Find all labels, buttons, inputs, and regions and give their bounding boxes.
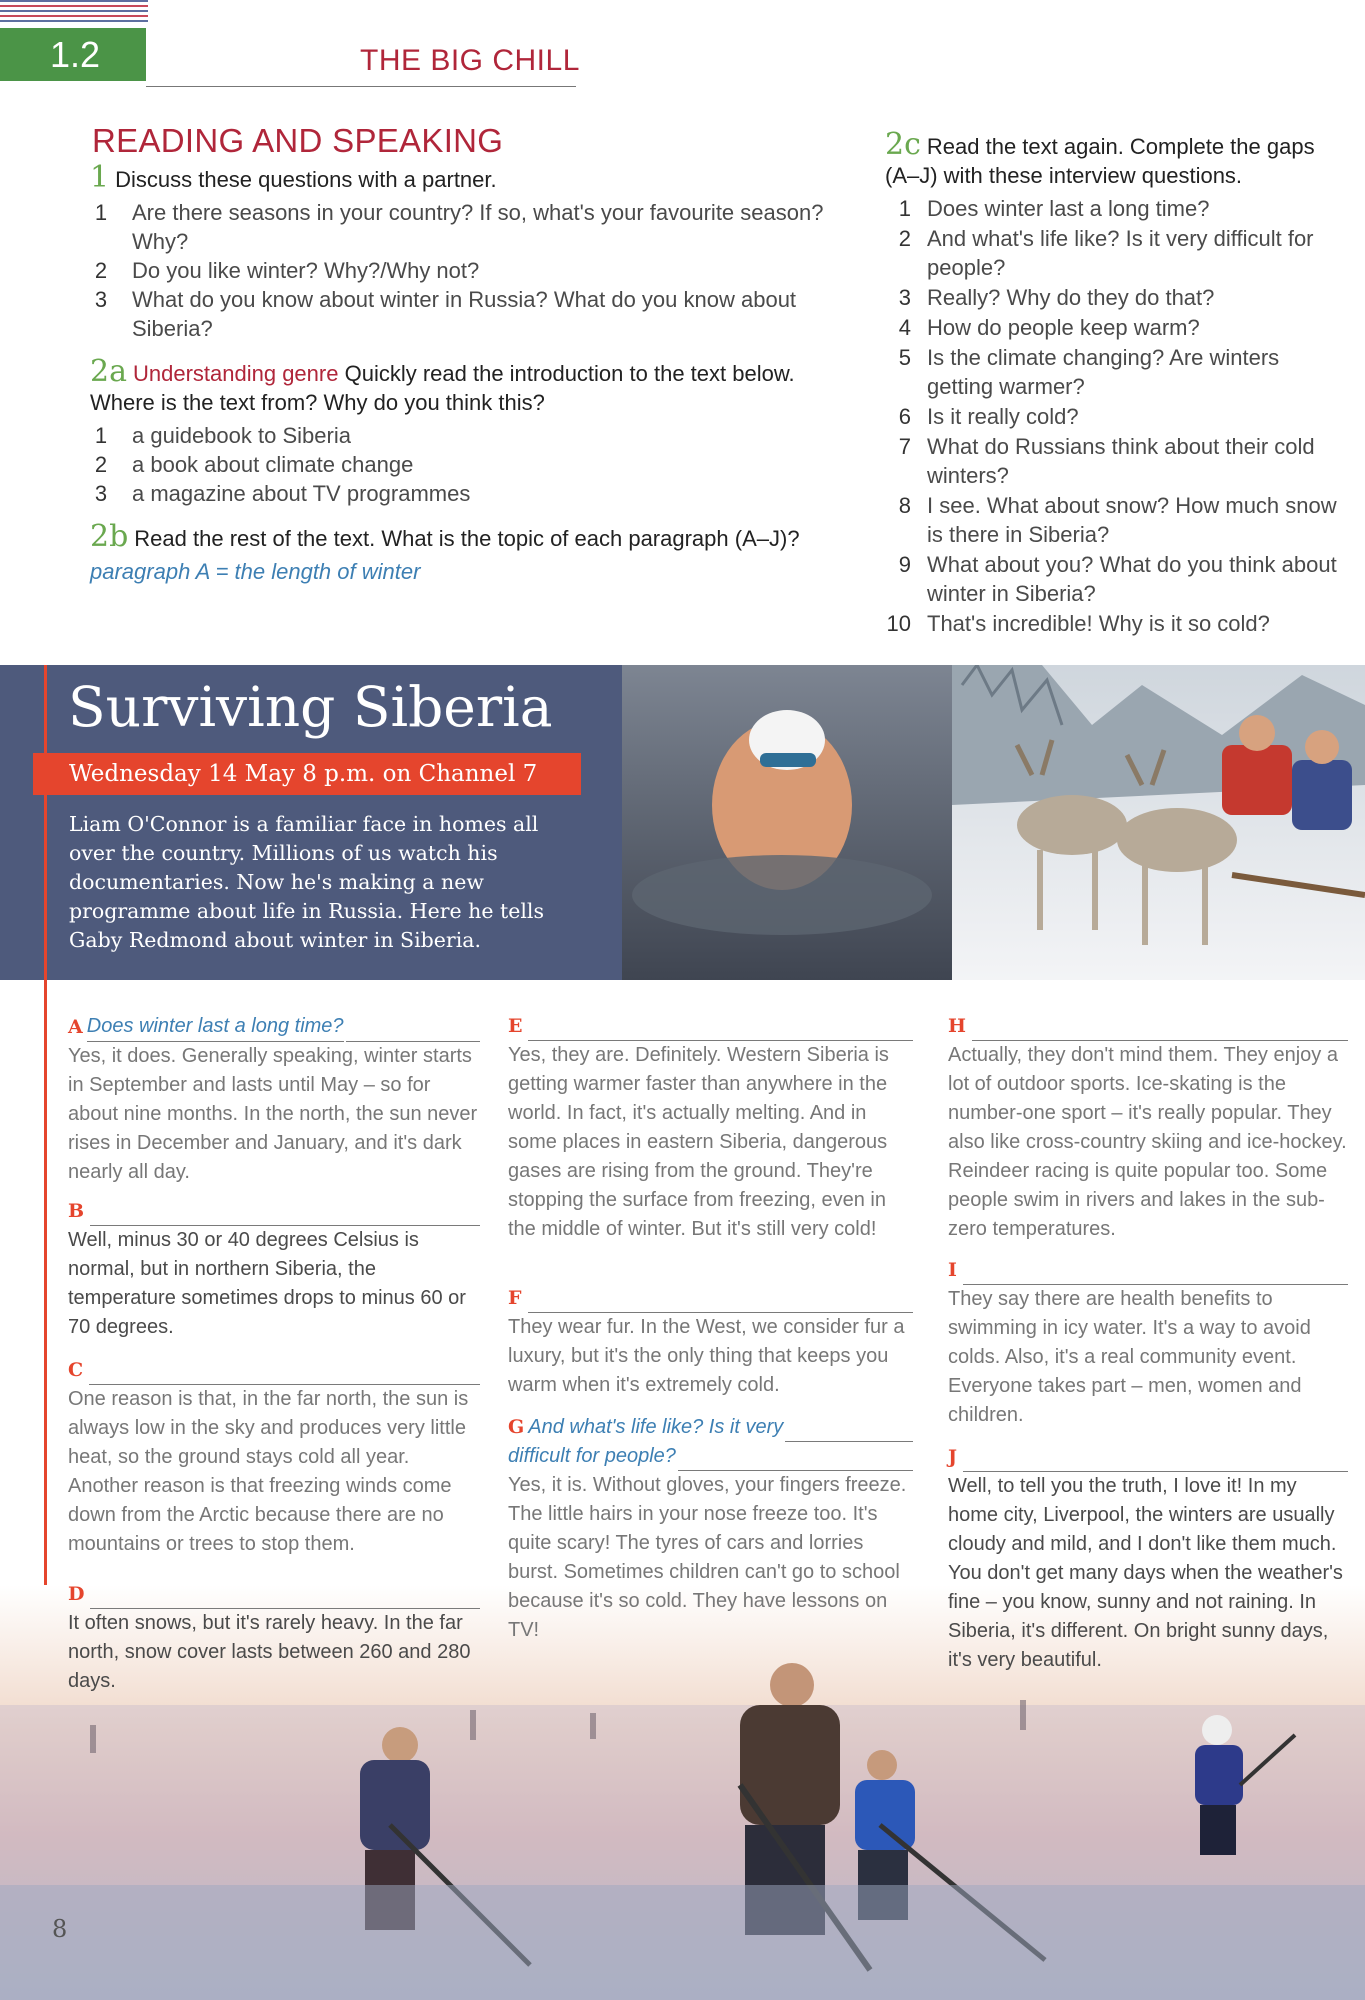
answer-gap-line xyxy=(528,1020,913,1041)
paragraph-text: It often snows, but it's rarely heavy. In the far north, snow cover lasts between 260 and 280 days. xyxy=(68,1612,471,1692)
paragraph-question: And what's life like? Is it very xyxy=(528,1416,784,1438)
article-intro: Liam O'Connor is a familiar face in homes all over the country. Millions of us watch his documentaries. Now he's making a new programme about life in Russia. Here he tells Gaby Redmond about winter in Siberia. xyxy=(69,812,545,952)
paragraph-e xyxy=(508,1012,913,1244)
list-item: 1 Are there seasons in your country? If so, what's your favourite season? Why? xyxy=(94,200,824,254)
list-item: 3 a magazine about TV programmes xyxy=(94,481,471,506)
paragraph-letter: A xyxy=(68,1016,83,1038)
exercises-left-column xyxy=(90,122,830,586)
list-item: 1 Does winter last a long time? xyxy=(898,196,1210,221)
section-heading: READING AND SPEAKING xyxy=(92,122,504,159)
paragraph-letter: C xyxy=(68,1359,84,1381)
paragraph-question-continued: difficult for people? xyxy=(508,1445,676,1467)
genre-label: Understanding genre xyxy=(132,361,339,386)
unit-title: THE BIG CHILL xyxy=(360,44,580,77)
answer-gap-line xyxy=(89,1364,480,1385)
exercise-1-list xyxy=(90,198,830,343)
answer-gap-line xyxy=(963,1264,1348,1285)
paragraph-letter: I xyxy=(948,1259,957,1281)
paragraph-text: Yes, it does. Generally speaking, winter starts in September and lasts until May – so for about nine months. In the north, the sun never rises in December and January, and it's dark nearly all day. xyxy=(68,1045,478,1183)
list-item: 9 What about you? What do you think about winter in Siberia? xyxy=(898,552,1337,606)
exercise-1-instruction: 1 Discuss these questions with a partner. xyxy=(90,160,497,195)
article-title: Surviving Siberia xyxy=(68,675,553,739)
unit-number: 1.2 xyxy=(50,34,101,75)
paragraph-letter: J xyxy=(948,1446,957,1468)
list-item: 4 How do people keep warm? xyxy=(898,315,1200,340)
paragraph-text: They say there are health benefits to swimming in icy water. It's a way to avoid colds. Also, it's a real community event. Everyone takes part – men, women and children. xyxy=(948,1288,1311,1426)
paragraph-text: Yes, they are. Definitely. Western Siberia is getting warmer faster than anywhere in the world. In fact, it's actually melting. And in some places in eastern Siberia, dangerous gases are rising from the ground. They're stopping the surface from freezing, even in the middle of winter. But it's still very cold! xyxy=(508,1044,889,1240)
answer-gap-line xyxy=(785,1421,913,1442)
paragraph-h xyxy=(948,1012,1348,1244)
exercise-2a-list xyxy=(90,421,830,508)
paragraph-letter: H xyxy=(948,1015,966,1037)
list-item: 7 What do Russians think about their cold winters? xyxy=(898,434,1315,488)
paragraph-text: One reason is that, in the far north, the sun is always low in the sky and produces very little heat, so the ground stays cold all year. Another reason is that freezing winds come down from the Arctic because there are no mountains or trees to stop them. xyxy=(68,1388,469,1555)
header-decoration xyxy=(0,0,148,26)
list-item: 2 Do you like winter? Why?/Why not? xyxy=(94,258,480,283)
paragraph-letter: G xyxy=(508,1416,525,1438)
banner-photo-swimmer-reindeer xyxy=(622,665,1365,980)
paragraph-question: Does winter last a long time? xyxy=(87,1012,344,1042)
list-item: 3 Really? Why do they do that? xyxy=(898,285,1215,310)
paragraph-b xyxy=(68,1197,480,1342)
list-item: 10 That's incredible! Why is it so cold? xyxy=(886,611,1270,636)
answer-gap-line xyxy=(346,1021,480,1042)
paragraph-a xyxy=(68,1012,480,1187)
paragraph-f xyxy=(508,1284,913,1400)
exercise-number: 2a xyxy=(90,354,127,389)
paragraph-text: Well, to tell you the truth, I love it! In my home city, Liverpool, the winters are usually cloudy and mild, and I don't like them much. You don't get many days when the weather's fine – you know, sunny and not raining. In Siberia, it's different. On bright sunny days, it's very beautiful. xyxy=(948,1475,1343,1671)
answer-gap-line xyxy=(972,1020,1348,1041)
list-item: 1 a guidebook to Siberia xyxy=(94,423,351,448)
exercise-number: 1 xyxy=(90,160,110,195)
header-rule xyxy=(146,86,576,87)
paragraph-letter: E xyxy=(508,1015,523,1037)
exercise-2b-instruction: 2b Read the rest of the text. What is the topic of each paragraph (A–J)? xyxy=(90,519,800,554)
answer-gap-line xyxy=(963,1451,1348,1472)
paragraph-text: Yes, it is. Without gloves, your fingers freeze. The little hairs in your nose freeze too. It's quite scary! The tyres of cars and lorries burst. Sometimes children can't go to school because it's so cold. They have lessons on TV! xyxy=(508,1474,907,1641)
airdate-strip: Wednesday 14 May 8 p.m. on Channel 7 xyxy=(33,753,581,795)
paragraph-text: Actually, they don't mind them. They enjoy a lot of outdoor sports. Ice-skating is the number-one sport – it's really popular. They also like cross-country skiing and ice-hockey. Reindeer racing is quite popular too. Some people swim in rivers and lakes in the sub-zero temperatures. xyxy=(948,1044,1347,1240)
paragraph-i xyxy=(948,1256,1348,1430)
answer-gap-line xyxy=(528,1292,914,1313)
list-item: 2 a book about climate change xyxy=(94,452,414,477)
paragraph-text: Well, minus 30 or 40 degrees Celsius is normal, but in northern Siberia, the temperature sometimes drops to minus 60 or 70 degrees. xyxy=(68,1229,466,1338)
answer-gap-line xyxy=(90,1205,480,1226)
exercise-2c-list xyxy=(885,194,1340,638)
list-item: 5 Is the climate changing? Are winters getting warmer? xyxy=(898,345,1280,399)
paragraph-d xyxy=(68,1580,480,1696)
page-number: 8 xyxy=(52,1915,68,1943)
banner-panel xyxy=(0,665,622,980)
paragraph-c xyxy=(68,1356,480,1559)
list-item: 3 What do you know about winter in Russia? What do you know about Siberia? xyxy=(94,287,797,341)
exercises-right-column xyxy=(885,127,1340,652)
exercise-number: 2b xyxy=(90,519,129,554)
list-item: 6 Is it really cold? xyxy=(898,404,1079,429)
list-item: 8 I see. What about snow? How much snow is there in Siberia? xyxy=(898,493,1337,547)
paragraph-letter: D xyxy=(68,1583,85,1605)
paragraph-letter: B xyxy=(68,1200,85,1222)
list-item: 2 And what's life like? Is it very difficult for people? xyxy=(898,226,1314,280)
paragraph-g xyxy=(508,1413,913,1645)
paragraph-letter: F xyxy=(508,1287,522,1309)
answer-gap-line xyxy=(678,1450,913,1471)
article-banner xyxy=(0,665,1365,980)
unit-number-badge xyxy=(0,28,146,81)
exercise-2a-instruction: 2a Understanding genre Quickly read the introduction to the text below. Where is the text from? Why do you think this? xyxy=(90,354,795,415)
exercise-2b-example: paragraph A = the length of winter xyxy=(90,559,421,584)
paragraph-text: They wear fur. In the West, we consider fur a luxury, but it's the only thing that keeps you warm when it's extremely cold. xyxy=(508,1316,905,1396)
exercise-2c-instruction: 2c Read the text again. Complete the gaps (A–J) with these interview questions. xyxy=(885,127,1315,188)
answer-gap-line xyxy=(90,1588,480,1609)
paragraph-j xyxy=(948,1443,1348,1675)
exercise-number: 2c xyxy=(885,127,921,162)
